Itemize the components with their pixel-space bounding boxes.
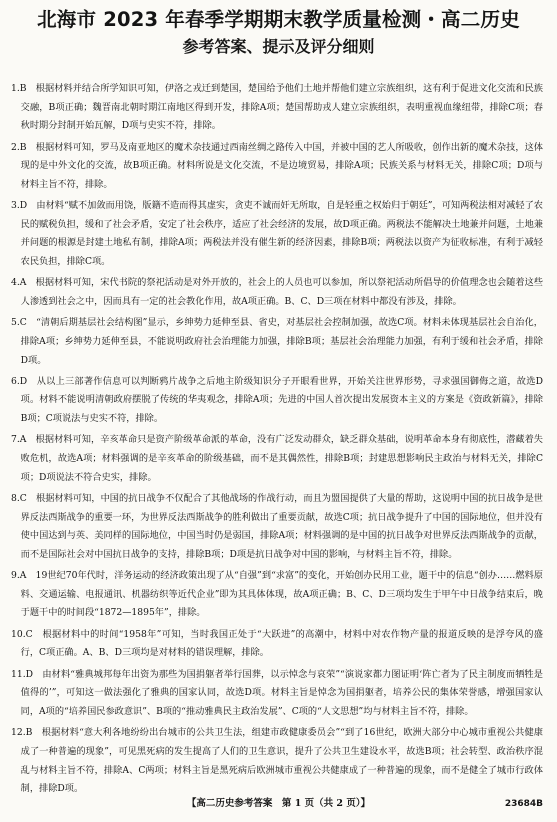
answer-item-5: 5.C “清朝后期基层社会结构图”显示，乡绅势力延伸至县、省史，对基层社会控制加强，故选C项。材料未体现基层社会自治化，排除A项；乡绅势力延伸至县，不能说明政府社会治理能力加强，排除B项；基层社会治理能力加强，有利于缓和社会矛盾，排除D项。	[11, 317, 543, 366]
answer-item-3: 3.D 由材料“赋不加敛而用饶，版籍不造而得其虚实，贪吏不诚而奸无所取，自是轻重之权始归于朝廷”，可知两税法相对减轻了农民的赋税负担，缓和了社会矛盾，安定了社会秩序，适应了社会经济的发展，故D项正确。两税法不能解决土地兼并问题，土地兼并问题的根源是封建土地私有制，排除A项；两税法并没有催生新的经济因素，排除B项；两税法以资产为征收标准，有利于减轻农民负担，排除C项。	[11, 200, 543, 267]
answer-item-2: 2.B 根据材料可知，罗马及南亚地区的魔术杂技通过西南丝绸之路传入中国，并被中国的艺人所吸收，创作出新的魔术杂技，这体现的是中外文化的交流，故B项正确。材料所说是文化交流，不是边境贸易，排除A项；民族关系与材料无关，排除C项；D项与材料主旨不符，排除。	[11, 141, 543, 190]
answer-item-6: 6.D 从以上三部著作信息可以判断鸦片战争之后地主阶级知识分子开眼看世界，开始关注世界形势，寻求强国御侮之道，故选D项。材料不能说明清朝政府摆脱了传统的华夷观念，排除A项；先进的中国人首次提出发展资本主义的方案是《资政新篇》，排除B项；C项说法与史实不符，排除。	[11, 375, 543, 425]
answer-item-1: 1.B 根据材料并结合所学知识可知，伊洛之戎迁到楚国，楚国给予他们土地并帮他们建立宗族组织，这有利于促进文化交流和民族交融，B项正确；魏晋南北朝时期江南地区得到开发，排除A项；楚国帮助戎人建立宗族组织，表明重视血缘纽带，排除C项；春秋时期分封制开始瓦解，D项与史实不符，排除。	[11, 83, 543, 132]
answer-list	[11, 80, 543, 802]
page-footer	[0, 796, 557, 812]
answer-item-11: 11.D 由材料“雅典城邦每年出资为那些为国捐躯者举行国葬，以示悼念与哀荣”“演说家都力图证明‘阵亡者为了民主制度而牺牲是值得的’”，可知这一做法强化了雅典的国家认同，故选D项。材料主旨是悼念为国捐躯者，培养公民的集体荣誉感，增强国家认同，A项的“培养国民参政意识”、B项的“推动雅典民主政治发展”、C项的“人文思想”均与材料主旨不符，排除。	[11, 668, 543, 717]
footer-page-info: 【高二历史参考答案 第 1 页（共 2 页）】	[186, 798, 371, 809]
footer-doc-code: 23684B	[504, 799, 543, 809]
answer-item-7: 7.A 根据材料可知，辛亥革命只是资产阶级革命派的革命，没有广泛发动群众，缺乏群众基础，说明革命本身有彻底性，潜藏着失败危机，故选A项；材料强调的是辛亥革命的阶级基础，而不是其偶然性，排除B项；封建思想影响民主政治与材料无关，排除C项；D项说法不符合史实，排除。	[11, 434, 543, 483]
answer-item-10: 10.C 根据材料中的时间“1958年”可知，当时我国正处于“大跃进”的高潮中，材料中对农作物产量的报道反映的是浮夸风的盛行，C项正确。A、B、D三项均是对材料的错误理解，排除。	[11, 628, 543, 659]
answer-item-8: 8.C 根据材料可知，中国的抗日战争不仅配合了其他战场的作战行动，而且为盟国提供了大量的帮助，这说明中国的抗日战争是世界反法西斯战争的重要一环，为世界反法西斯战争的胜利做出了重要贡献，故选C项；抗日战争提升了中国的国际地位，但并没有使中国达到与英、美同样的国际地位，中国当时仍是弱国，排除A项；材料强调的是中国的抗日战争对世界反法西斯战争的贡献，而不是国际社会对中国抗日战争的支持，排除B项；D项是抗日战争对中国的影响，与材料主旨不符，排除。	[11, 493, 543, 560]
page-title: 北海市 2023 年春季学期期末教学质量检测・高二历史	[37, 8, 520, 31]
page-subtitle: 参考答案、提示及评分细则	[182, 37, 375, 56]
answer-item-12: 12.B 根据材料“意大利各地纷纷出台城市的公共卫生法，组建市政健康委员会”“到了16世纪，欧洲大部分中心城市重视公共健康成了一种普遍的现象”，可见黑死病的发生提高了人们的卫生意识，提升了公共卫生建设水平，故选B项；社会转型、政治秩序混乱与材料主旨不符，排除A、C两项；材料主旨是黑死病后欧洲城市重视公共健康成了一种普遍的现象，而不是健全了城市行政体制，排除D项。	[11, 727, 543, 795]
answer-item-4: 4.A 根据材料可知，宋代书院的祭祀活动是对外开放的，社会上的人员也可以参加，所以祭祀活动所倡导的价值理念也会随着这些人渗透到社会之中，因而具有一定的社会教化作用，故A项正确。B、C、D三项在材料中都没有涉及，排除。	[11, 277, 543, 307]
answer-item-9: 9.A 19世纪70年代时，洋务运动的经济政策出现了从“自强”到“求富”的变化，开始创办民用工业，题干中的信息“创办……燃料原料、交通运输、电报通讯、机器纺织等近代企业”即为其具体体现，故A项正确；B、C、D三项均发生于甲午中日战争结束后，晚于题干中的时间段“1872—1895年”，排除。	[11, 570, 543, 619]
